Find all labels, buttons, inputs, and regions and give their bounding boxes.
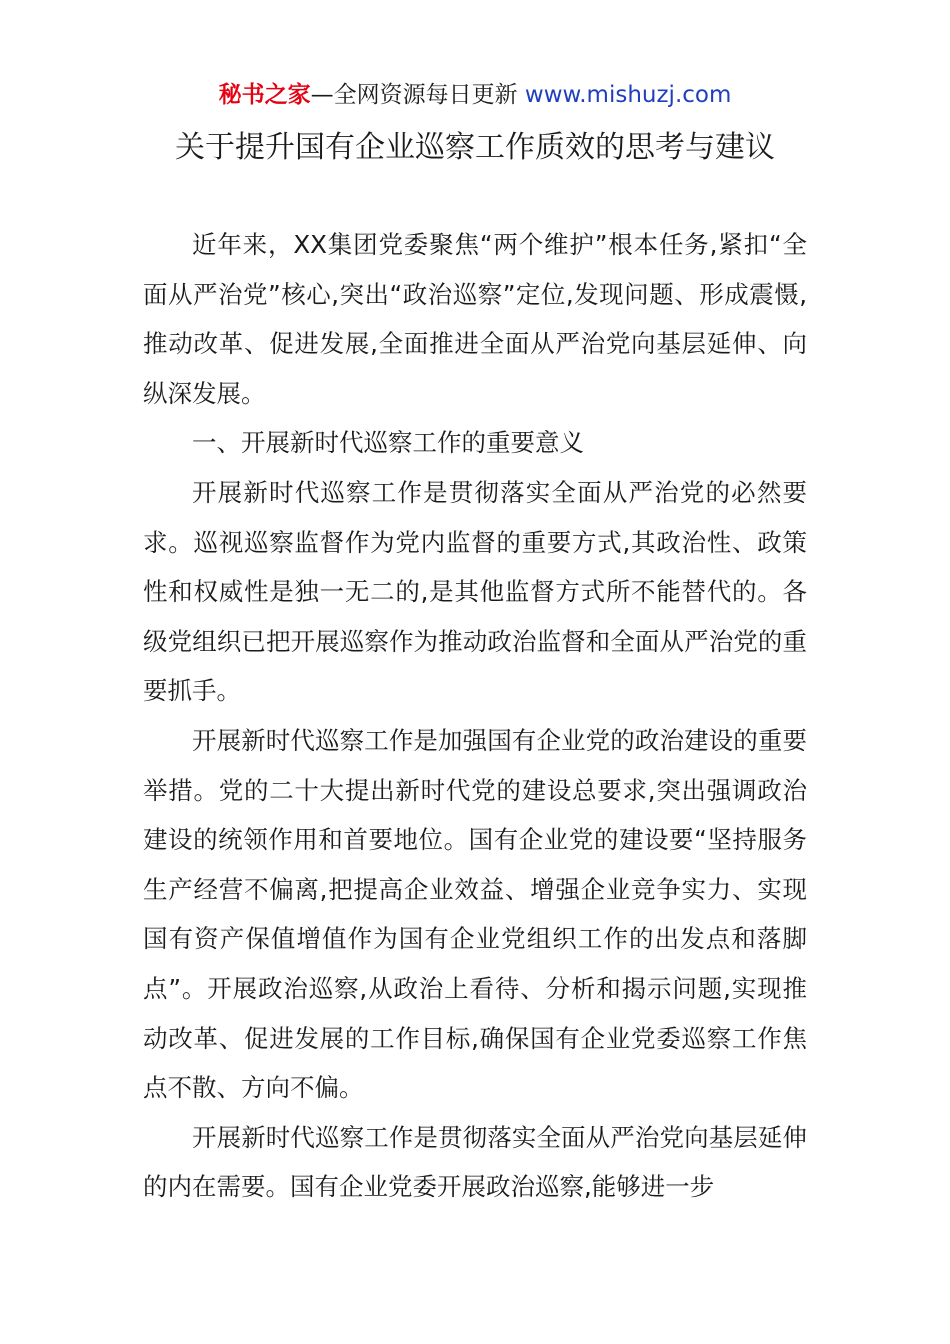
paragraph-1: 开展新时代巡察工作是贯彻落实全面从严治党的必然要求。巡视巡察监督作为党内监督的重要方式,其政治性、政策性和权威性是独一无二的,是其他监督方式所不能替代的。各级党组织已把开展巡察作为推动政治监督和全面从严治党的重要抓手。	[143, 477, 807, 706]
paragraph-2: 开展新时代巡察工作是加强国有企业党的政治建设的重要举措。党的二十大提出新时代党的建设总要求,突出强调政治建设的统领作用和首要地位。国有企业党的建设要“坚持服务生产经营不偏离,把提高企业效益、增强企业竞争实力、实现国有资产保值增值作为国有企业党组织工作的出发点和落脚点”。开展政治巡察,从政治上看待、分析和揭示问题,实现推动改革、促进发展的工作目标,确保国有企业党委巡察工作焦点不散、方向不偏。	[143, 725, 807, 1103]
document-body	[143, 220, 807, 1212]
site-banner	[0, 80, 950, 110]
paragraph-intro: 近年来，XX集团党委聚焦“两个维护”根本任务,紧扣“全面从严治党”核心,突出“政治巡察”定位,发现问题、形成震慑,推动改革、促进发展,全面推进全面从严治党向基层延伸、向纵深发展。	[143, 230, 807, 408]
paragraph-3: 开展新时代巡察工作是贯彻落实全面从严治党向基层延伸的内在需要。国有企业党委开展政治巡察,能够进一步	[143, 1122, 807, 1202]
document-title: 关于提升国有企业巡察工作质效的思考与建议	[175, 130, 775, 165]
site-brand: 秘书之家	[218, 82, 311, 108]
site-tagline: —全网资源每日更新	[310, 82, 518, 108]
section-heading-1: 一、开展新时代巡察工作的重要意义	[192, 428, 584, 458]
site-url-link[interactable]: www.mishuzj.com	[524, 82, 732, 108]
